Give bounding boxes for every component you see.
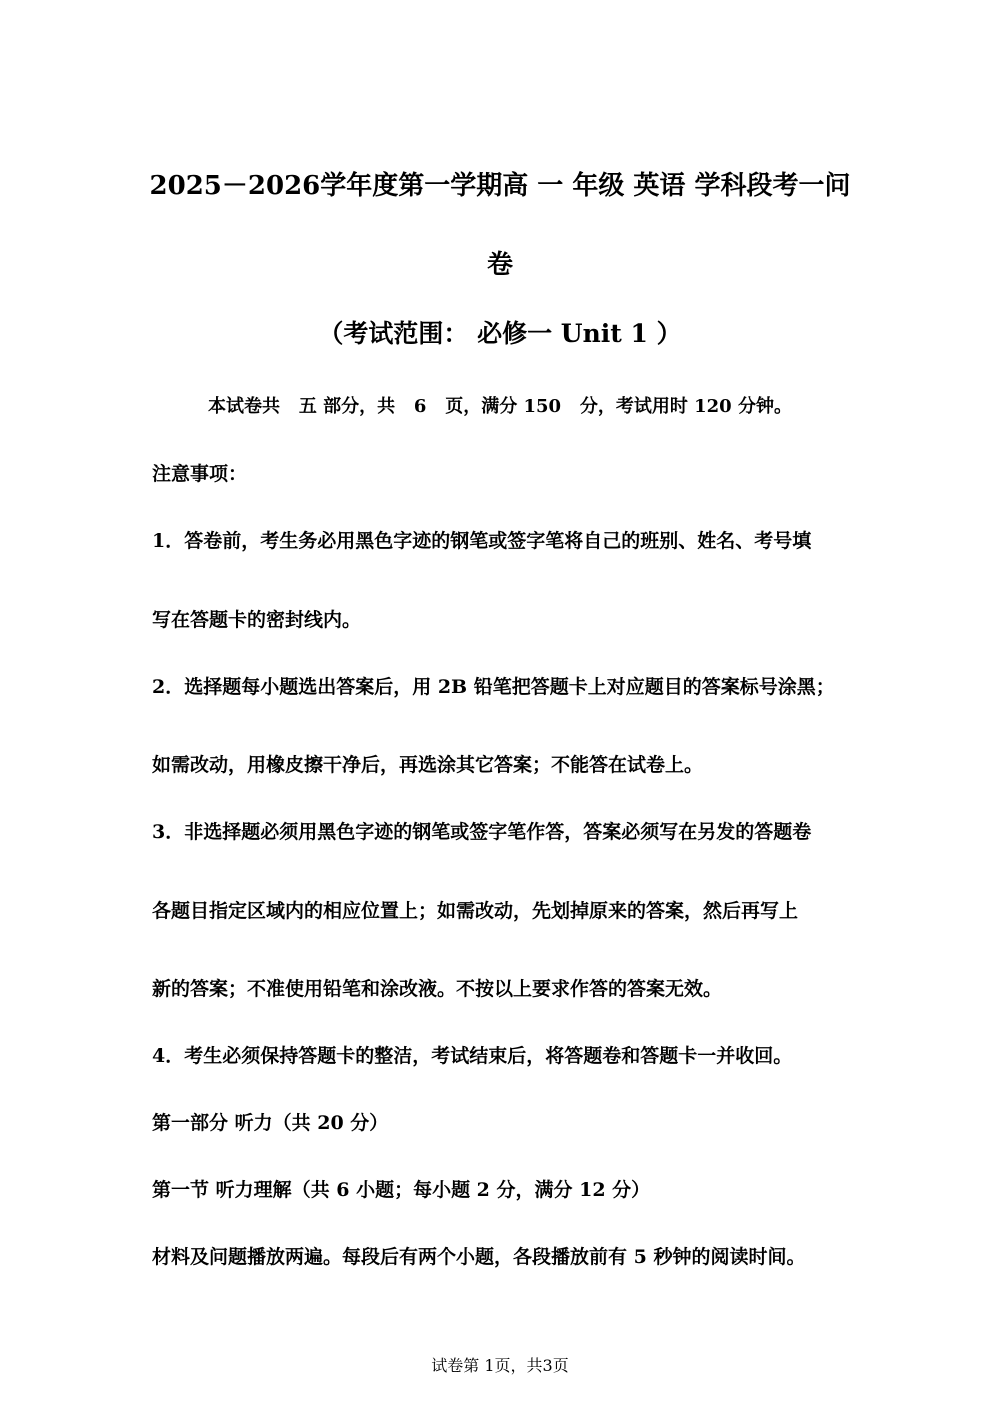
note-line: 写在答题卡的密封线内。 [152, 609, 362, 631]
note-line: 各题目指定区域内的相应位置上；如需改动，先划掉原来的答案，然后再写上 [152, 900, 799, 922]
exam-summary: 本试卷共 五 部分，共 6 页，满分 150 分，考试用时 120 分钟。 [208, 396, 792, 417]
note-line: 新的答案；不准使用铅笔和涂改液。不按以上要求作答的答案无效。 [152, 978, 723, 1000]
exam-scope: （考试范围： 必修一 Unit 1 ） [318, 319, 682, 348]
exam-title-line1: 2025－2026学年度第一学期高 一 年级 英语 学科段考一问 [149, 171, 851, 201]
note-line: 2．选择题每小题选出答案后，用 2B 铅笔把答题卡上对应题目的答案标号涂黑； [152, 676, 835, 698]
notes-heading: 注意事项： [152, 463, 248, 485]
note-line: 3．非选择题必须用黑色字迹的钢笔或签字笔作答，答案必须写在另发的答题卷 [152, 821, 812, 843]
listening-instruction: 材料及问题播放两遍。每段后有两个小题，各段播放前有 5 秒钟的阅读时间。 [152, 1246, 806, 1268]
exam-title-line2: 卷 [486, 250, 513, 280]
note-line: 如需改动，用橡皮擦干净后，再选涂其它答案；不能答在试卷上。 [152, 754, 704, 776]
note-line: 1．答卷前，考生务必用黑色字迹的钢笔或签字笔将自己的班别、姓名、考号填 [152, 530, 812, 552]
note-line: 4．考生必须保持答题卡的整洁，考试结束后，将答题卷和答题卡一并收回。 [152, 1045, 793, 1067]
part-one-heading: 第一部分 听力（共 20 分） [152, 1112, 389, 1134]
section-one-heading: 第一节 听力理解（共 6 小题；每小题 2 分，满分 12 分） [152, 1179, 651, 1201]
page-footer: 试卷第 1页，共3页 [431, 1356, 569, 1375]
